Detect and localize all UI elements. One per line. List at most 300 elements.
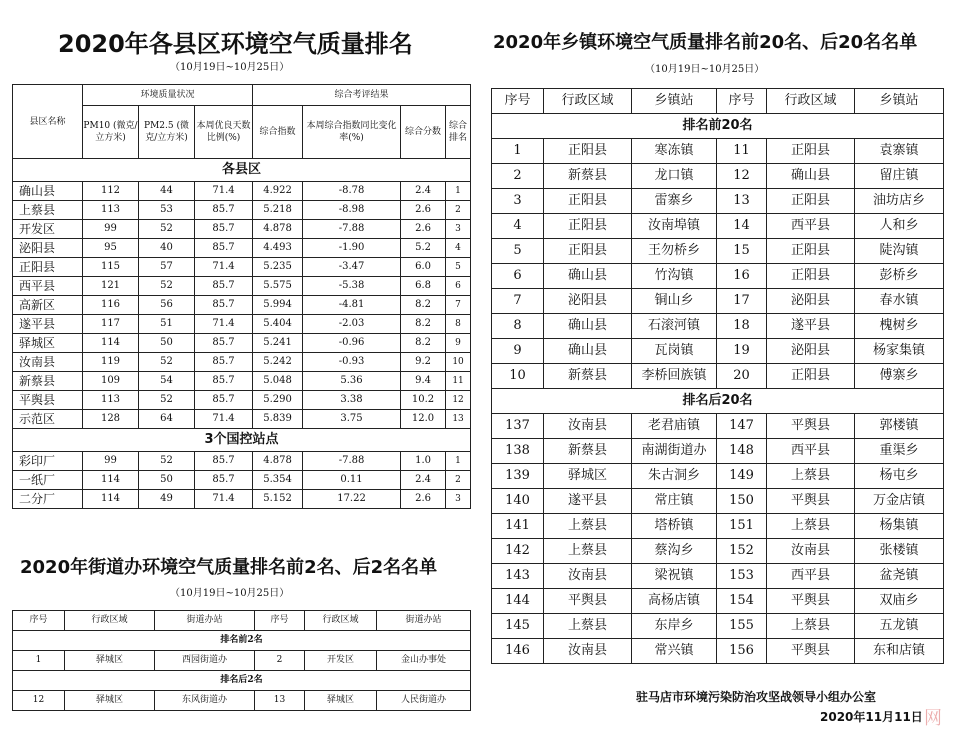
pm10-cell: 128 [83,410,139,429]
town-area-cell: 确山县 [767,164,855,189]
town-area-cell: 确山县 [544,339,632,364]
left-title: 2020年各县区环境空气质量排名 [58,30,413,58]
rank-cell: 13 [446,410,471,429]
town-no-cell: 140 [492,489,544,514]
town-row [492,339,944,364]
pm25-cell: 56 [139,296,195,315]
town-row [492,214,944,239]
street-office-cell: 东风街道办 [155,691,255,711]
pm25-cell: 64 [139,410,195,429]
street-row [13,651,471,671]
town-st-cell: 留庄镇 [855,164,944,189]
good-days-cell: 85.7 [195,353,253,372]
town-no-cell: 19 [717,339,767,364]
change-cell: -0.96 [303,334,401,353]
pm25-cell: 52 [139,391,195,410]
change-cell: 3.75 [303,410,401,429]
rank-cell: 6 [446,277,471,296]
town-area-cell: 正阳县 [544,239,632,264]
town-area-cell: 正阳县 [767,364,855,389]
good-days-cell: 85.7 [195,220,253,239]
name-cell: 泌阳县 [13,239,83,258]
pm25-cell: 40 [139,239,195,258]
town-area-cell: 确山县 [544,264,632,289]
index-cell: 5.354 [253,471,303,490]
pm25-cell: 57 [139,258,195,277]
pm25-cell: 52 [139,220,195,239]
town-no-cell: 18 [717,314,767,339]
pm25-cell: 50 [139,334,195,353]
town-no-cell: 16 [717,264,767,289]
town-st-cell: 塔桥镇 [632,514,717,539]
pm25-cell: 51 [139,315,195,334]
good-days-cell: 71.4 [195,182,253,201]
town-no-cell: 9 [492,339,544,364]
pm25-cell: 53 [139,201,195,220]
town-st-cell: 陡沟镇 [855,239,944,264]
footer-date: 2020年11月11日 [820,710,923,724]
score-cell: 1.0 [401,452,446,471]
county-row [13,239,471,258]
town-row [492,589,944,614]
street-header-office: 街道办站 [155,611,255,631]
rank-cell: 3 [446,220,471,239]
town-st-cell: 石滚河镇 [632,314,717,339]
score-cell: 2.4 [401,182,446,201]
name-cell: 西平县 [13,277,83,296]
town-st-cell: 东岸乡 [632,614,717,639]
town-no-cell: 1 [492,139,544,164]
town-no-cell: 17 [717,289,767,314]
pm10-cell: 113 [83,201,139,220]
right-title: 2020年乡镇环境空气质量排名前20名、后20名名单 [493,32,918,53]
town-row [492,164,944,189]
rank-cell: 10 [446,353,471,372]
town-row [492,639,944,664]
town-area-cell: 平舆县 [544,589,632,614]
index-cell: 5.839 [253,410,303,429]
town-st-cell: 高杨店镇 [632,589,717,614]
name-cell: 示范区 [13,410,83,429]
index-cell: 4.922 [253,182,303,201]
town-row [492,289,944,314]
score-cell: 8.2 [401,315,446,334]
town-area-cell: 西平县 [767,214,855,239]
pm10-cell: 121 [83,277,139,296]
town-no-cell: 6 [492,264,544,289]
county-row [13,258,471,277]
town-area-cell: 新蔡县 [544,364,632,389]
town-st-cell: 常兴镇 [632,639,717,664]
town-row [492,264,944,289]
town-st-cell: 袁寨镇 [855,139,944,164]
rank-cell: 2 [446,201,471,220]
town-st-cell: 槐树乡 [855,314,944,339]
town-header-station: 乡镇站 [632,89,717,114]
county-row [13,353,471,372]
town-no-cell: 145 [492,614,544,639]
name-cell: 新蔡县 [13,372,83,391]
index-cell: 5.575 [253,277,303,296]
town-row [492,464,944,489]
town-st-cell: 春水镇 [855,289,944,314]
rank-cell: 9 [446,334,471,353]
score-cell: 9.4 [401,372,446,391]
pm25-cell: 52 [139,277,195,296]
section-counties: 各县区 [13,159,471,182]
county-row [13,182,471,201]
good-days-cell: 85.7 [195,372,253,391]
town-st-cell: 五龙镇 [855,614,944,639]
street-no-cell: 2 [255,651,305,671]
town-area-cell: 汝南县 [767,539,855,564]
town-area-cell: 正阳县 [544,214,632,239]
town-st-cell: 张楼镇 [855,539,944,564]
right-subtitle: （10月19日~10月25日） [645,64,765,75]
header-change: 本周综合指数同比变化率(%) [303,106,401,159]
name-cell: 遂平县 [13,315,83,334]
town-no-cell: 12 [717,164,767,189]
pm10-cell: 113 [83,391,139,410]
index-cell: 4.878 [253,452,303,471]
score-cell: 2.6 [401,201,446,220]
town-row [492,139,944,164]
town-row [492,364,944,389]
town-header-no: 序号 [492,89,544,114]
name-cell: 平舆县 [13,391,83,410]
town-no-cell: 14 [717,214,767,239]
town-st-cell: 龙口镇 [632,164,717,189]
town-no-cell: 152 [717,539,767,564]
town-no-cell: 141 [492,514,544,539]
town-header-area: 行政区域 [544,89,632,114]
town-st-cell: 瓦岗镇 [632,339,717,364]
town-st-cell: 盆尧镇 [855,564,944,589]
town-no-cell: 151 [717,514,767,539]
pm25-cell: 52 [139,452,195,471]
score-cell: 8.2 [401,334,446,353]
header-county: 县区名称 [13,85,83,159]
town-st-cell: 南湖街道办 [632,439,717,464]
name-cell: 上蔡县 [13,201,83,220]
street-subtitle: （10月19日~10月25日） [170,588,290,599]
town-area-cell: 泌阳县 [544,289,632,314]
score-cell: 6.0 [401,258,446,277]
name-cell: 彩印厂 [13,452,83,471]
town-area-cell: 遂平县 [544,489,632,514]
header-rank: 综合排名 [446,106,471,159]
street-header-area: 行政区域 [65,611,155,631]
score-cell: 9.2 [401,353,446,372]
good-days-cell: 85.7 [195,296,253,315]
left-subtitle: （10月19日~10月25日） [170,62,290,73]
street-no-cell: 1 [13,651,65,671]
town-area-cell: 正阳县 [767,264,855,289]
station-row [13,452,471,471]
town-area-cell: 正阳县 [767,139,855,164]
index-cell: 5.235 [253,258,303,277]
good-days-cell: 71.4 [195,490,253,509]
town-area-cell: 上蔡县 [767,514,855,539]
town-area-cell: 泌阳县 [767,289,855,314]
town-no-cell: 146 [492,639,544,664]
rank-cell: 8 [446,315,471,334]
street-office-cell: 西园街道办 [155,651,255,671]
town-area-cell: 汝南县 [544,414,632,439]
change-cell: -2.03 [303,315,401,334]
change-cell: 3.38 [303,391,401,410]
pm10-cell: 99 [83,452,139,471]
town-no-cell: 148 [717,439,767,464]
town-no-cell: 20 [717,364,767,389]
town-st-cell: 杨屯乡 [855,464,944,489]
street-area-cell: 驿城区 [65,691,155,711]
town-no-cell: 5 [492,239,544,264]
town-header-station: 乡镇站 [855,89,944,114]
town-st-cell: 人和乡 [855,214,944,239]
good-days-cell: 85.7 [195,277,253,296]
town-row [492,439,944,464]
town-no-cell: 144 [492,589,544,614]
good-days-cell: 71.4 [195,315,253,334]
town-area-cell: 西平县 [767,564,855,589]
town-area-cell: 上蔡县 [767,464,855,489]
town-st-cell: 梁祝镇 [632,564,717,589]
header-pm10: PM10 (微克/立方米) [83,106,139,159]
town-area-cell: 上蔡县 [544,514,632,539]
index-cell: 5.994 [253,296,303,315]
street-office-cell: 人民街道办 [377,691,471,711]
score-cell: 2.6 [401,490,446,509]
town-no-cell: 154 [717,589,767,614]
name-cell: 驿城区 [13,334,83,353]
footer-org: 驻马店市环境污染防治攻坚战领导小组办公室 [636,690,877,704]
street-no-cell: 13 [255,691,305,711]
header-eval-group: 综合考评结果 [253,85,471,106]
town-area-cell: 泌阳县 [767,339,855,364]
index-cell: 5.290 [253,391,303,410]
street-header-area: 行政区域 [305,611,377,631]
good-days-cell: 85.7 [195,452,253,471]
town-area-cell: 西平县 [767,439,855,464]
rank-cell: 4 [446,239,471,258]
index-cell: 4.493 [253,239,303,258]
index-cell: 5.152 [253,490,303,509]
pm10-cell: 99 [83,220,139,239]
rank-cell: 5 [446,258,471,277]
pm10-cell: 116 [83,296,139,315]
town-area-cell: 正阳县 [544,189,632,214]
score-cell: 8.2 [401,296,446,315]
town-area-cell: 平舆县 [767,414,855,439]
town-no-cell: 13 [717,189,767,214]
county-row [13,410,471,429]
score-cell: 2.4 [401,471,446,490]
county-row [13,296,471,315]
town-no-cell: 155 [717,614,767,639]
header-pm25: PM2.5 (微克/立方米) [139,106,195,159]
name-cell: 高新区 [13,296,83,315]
station-row [13,471,471,490]
index-cell: 5.218 [253,201,303,220]
town-st-cell: 老君庙镇 [632,414,717,439]
header-index: 综合指数 [253,106,303,159]
street-section-top: 排名前2名 [13,631,471,651]
town-area-cell: 上蔡县 [544,614,632,639]
street-area-cell: 开发区 [305,651,377,671]
town-area-cell: 汝南县 [544,564,632,589]
town-st-cell: 汝南埠镇 [632,214,717,239]
town-st-cell: 李桥回族镇 [632,364,717,389]
town-st-cell: 铜山乡 [632,289,717,314]
pm25-cell: 49 [139,490,195,509]
pm10-cell: 114 [83,471,139,490]
town-area-cell: 上蔡县 [544,539,632,564]
score-cell: 12.0 [401,410,446,429]
town-st-cell: 朱古洞乡 [632,464,717,489]
town-st-cell: 常庄镇 [632,489,717,514]
town-st-cell: 东和店镇 [855,639,944,664]
name-cell: 正阳县 [13,258,83,277]
town-header-area: 行政区域 [767,89,855,114]
pm10-cell: 117 [83,315,139,334]
town-st-cell: 杨集镇 [855,514,944,539]
pm25-cell: 44 [139,182,195,201]
town-row [492,614,944,639]
change-cell: -4.81 [303,296,401,315]
pm10-cell: 112 [83,182,139,201]
good-days-cell: 85.7 [195,334,253,353]
town-area-cell: 平舆县 [767,639,855,664]
change-cell: 0.11 [303,471,401,490]
town-row [492,514,944,539]
town-area-cell: 正阳县 [767,239,855,264]
town-no-cell: 149 [717,464,767,489]
score-cell: 6.8 [401,277,446,296]
score-cell: 2.6 [401,220,446,239]
good-days-cell: 85.7 [195,471,253,490]
pm25-cell: 50 [139,471,195,490]
town-no-cell: 3 [492,189,544,214]
header-good-days: 本周优良天数比例(%) [195,106,253,159]
rank-cell: 12 [446,391,471,410]
street-title: 2020年街道办环境空气质量排名前2名、后2名名单 [20,557,438,578]
street-no-cell: 12 [13,691,65,711]
good-days-cell: 85.7 [195,391,253,410]
pm10-cell: 114 [83,490,139,509]
street-office-cell: 金山办事处 [377,651,471,671]
town-row [492,564,944,589]
county-row [13,391,471,410]
street-area-cell: 驿城区 [305,691,377,711]
pm10-cell: 114 [83,334,139,353]
good-days-cell: 85.7 [195,239,253,258]
town-st-cell: 雷寨乡 [632,189,717,214]
town-no-cell: 10 [492,364,544,389]
index-cell: 5.048 [253,372,303,391]
index-cell: 5.242 [253,353,303,372]
town-area-cell: 正阳县 [544,139,632,164]
good-days-cell: 85.7 [195,201,253,220]
town-st-cell: 傅寨乡 [855,364,944,389]
street-header-no: 序号 [13,611,65,631]
town-area-cell: 平舆县 [767,489,855,514]
town-no-cell: 150 [717,489,767,514]
index-cell: 4.878 [253,220,303,239]
town-st-cell: 油坊店乡 [855,189,944,214]
town-no-cell: 147 [717,414,767,439]
town-area-cell: 遂平县 [767,314,855,339]
rank-cell: 2 [446,471,471,490]
county-row [13,277,471,296]
street-section-bottom: 排名后2名 [13,671,471,691]
town-st-cell: 彭桥乡 [855,264,944,289]
good-days-cell: 71.4 [195,258,253,277]
header-env-group: 环境质量状况 [83,85,253,106]
index-cell: 5.241 [253,334,303,353]
street-area-cell: 驿城区 [65,651,155,671]
county-row [13,372,471,391]
town-no-cell: 139 [492,464,544,489]
town-no-cell: 8 [492,314,544,339]
rank-cell: 11 [446,372,471,391]
town-st-cell: 重渠乡 [855,439,944,464]
town-no-cell: 153 [717,564,767,589]
change-cell: -7.88 [303,452,401,471]
change-cell: 5.36 [303,372,401,391]
change-cell: -0.93 [303,353,401,372]
header-score: 综合分数 [401,106,446,159]
county-ranking-table [12,84,471,509]
name-cell: 确山县 [13,182,83,201]
town-no-cell: 143 [492,564,544,589]
change-cell: -3.47 [303,258,401,277]
town-row [492,314,944,339]
change-cell: -1.90 [303,239,401,258]
town-section-top: 排名前20名 [492,114,944,139]
pm10-cell: 119 [83,353,139,372]
town-st-cell: 万金店镇 [855,489,944,514]
town-area-cell: 确山县 [544,314,632,339]
pm25-cell: 52 [139,353,195,372]
town-no-cell: 2 [492,164,544,189]
town-row [492,189,944,214]
town-row [492,414,944,439]
town-no-cell: 138 [492,439,544,464]
watermark: 网 [924,708,942,729]
town-ranking-table [491,88,944,664]
town-st-cell: 寒冻镇 [632,139,717,164]
pm10-cell: 115 [83,258,139,277]
town-no-cell: 137 [492,414,544,439]
county-row [13,220,471,239]
town-header-no: 序号 [717,89,767,114]
town-st-cell: 蔡沟乡 [632,539,717,564]
town-no-cell: 156 [717,639,767,664]
name-cell: 开发区 [13,220,83,239]
town-row [492,239,944,264]
town-area-cell: 新蔡县 [544,439,632,464]
town-area-cell: 驿城区 [544,464,632,489]
street-header-office: 街道办站 [377,611,471,631]
rank-cell: 1 [446,452,471,471]
town-no-cell: 15 [717,239,767,264]
score-cell: 5.2 [401,239,446,258]
town-row [492,489,944,514]
town-row [492,539,944,564]
county-row [13,334,471,353]
town-st-cell: 竹沟镇 [632,264,717,289]
